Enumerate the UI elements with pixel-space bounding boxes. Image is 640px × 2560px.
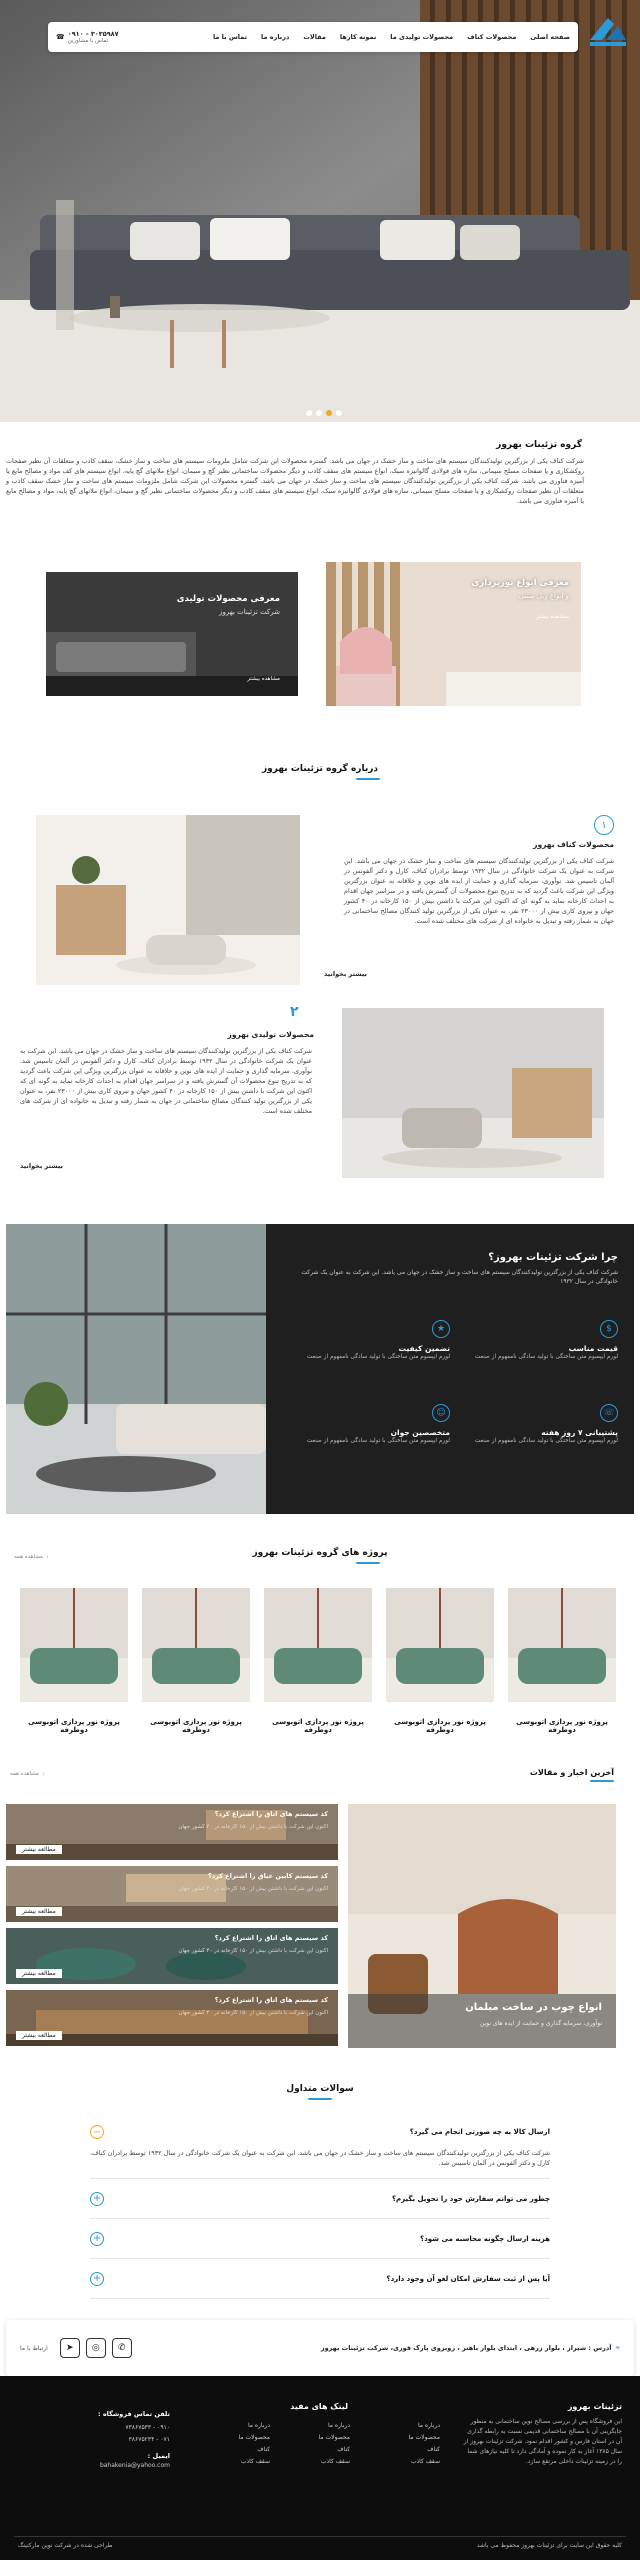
- news-item-title: کد سیستم های اتاق را اشتراع کرد؟: [214, 1934, 328, 1942]
- feature-support-title: پشتیبانی ۷ روز هفته: [541, 1428, 618, 1437]
- footer-link[interactable]: محصولات ما: [408, 2434, 440, 2441]
- news-item-read-more[interactable]: مطالعه بیشتر: [16, 2031, 62, 2040]
- project-card-title: پروژه نور پردازی اتوبوسی دوطرفه: [394, 1718, 486, 1734]
- footer-link[interactable]: کناف: [337, 2446, 350, 2453]
- news-item-desc: اکنون این شرکت با داشتن بیش از ۱۵۰ کارخانه در ۴۰ کشور جهان: [178, 2010, 328, 2016]
- promo-card-lighting[interactable]: [326, 562, 581, 706]
- footer-link[interactable]: سقف کاذب: [320, 2458, 350, 2465]
- about-item-title-1: محصولات کناف بهروز: [533, 840, 614, 849]
- feature-experts: [300, 1404, 450, 1445]
- news-item[interactable]: [6, 1866, 338, 1922]
- projects-view-all-label: مشاهده همه: [14, 1554, 43, 1560]
- contact-label: ارتباط با ما: [20, 2344, 48, 2352]
- footer-col2b: [200, 2420, 270, 2468]
- faq-item[interactable]: [90, 2259, 550, 2299]
- about-item-num-1: ۱: [594, 815, 614, 835]
- faq-title-underline: [308, 2098, 332, 2100]
- news-main-desc: نوآوری، سرمایه گذاری و حمایت از ایده های نوین: [479, 2020, 602, 2027]
- intro-text: شرکت کناف یکی از بزرگترین تولیدکنندگان سیستم های ساخت و ساز خشک در جهان می باشد. گستره محصولات این شرکت شامل ملزومات سیستم های ساخت و ساز خشک، سقف کاذب و متعلقات آن نظیر صفحات روکشکاری و یا صفحات مسلح سیمانی، سازه های فولادی گالوانیزه سبک، انواع سیستم های سقف کاذب و دیگر محصولات ساختمانی نظیر گچ و سیمان، انواع ملاتهای گچ پایه، انواع سیستم های کف مواد و مصالح مایع یا آمیزه فناوری می باشد. شرکت کناف یکی از بزرگترین تولیدکنندگان سیستم های ساخت و ساز خشک در جهان می باشد. گستره محصولات این شرکت شامل ملزومات سیستم های ساخت و ساز خشک سقف کاذب و متعلقات آن نظیر صفحات روکشکاری و یا صفحات مسلح سیمانی، سازه های فولادی گالوانیزه سبک، انواع سیستم های سقف کاذب و دیگر محصولات ساختمانی نظیر گچ و سیمان، انواع ملاتهای گچ پایه، مواد و مصالح مایع یا آمیزه فناوری می باشد.: [6, 457, 584, 505]
- projects-title: پروژه های گروه تزئینات بهروز: [252, 1548, 388, 1558]
- feature-price-title: قیمت مناسب: [568, 1344, 618, 1353]
- projects-title-underline: [356, 1562, 380, 1564]
- faq-title: سوالات متداول: [286, 2084, 354, 2094]
- slider-dots[interactable]: [298, 410, 342, 416]
- location-icon: ⌖: [615, 2343, 620, 2352]
- promo-products-link[interactable]: مشاهده بیشتر: [247, 676, 280, 682]
- address-bar: [6, 2320, 634, 2376]
- project-card-title: پروژه نور پردازی اتوبوسی دوطرفه: [516, 1718, 608, 1734]
- promo-card-products[interactable]: [46, 572, 298, 696]
- footer-about: [462, 2402, 622, 2467]
- minus-icon[interactable]: −: [90, 2125, 104, 2139]
- project-card[interactable]: [142, 1588, 250, 1734]
- slider-dot-active[interactable]: [326, 410, 332, 416]
- chevron-left-icon: ‹: [45, 1553, 49, 1561]
- footer-link[interactable]: درباره ما: [247, 2422, 270, 2429]
- about-item-title-2: محصولات تولیدی بهروز: [227, 1030, 314, 1039]
- why-title: چرا شرکت تزئینات بهروز؟: [488, 1252, 618, 1263]
- users-icon: ☺: [432, 1404, 450, 1422]
- faq-question: ارسال کالا به چه صورتی انجام می گیرد؟: [409, 2128, 550, 2136]
- faq-item-open[interactable]: [90, 2116, 550, 2179]
- footer-phone-1[interactable]: ۰۹۱۰ - ۷۳۸۶۷۵۳۳: [125, 2424, 170, 2431]
- footer-link[interactable]: محصولات ما: [238, 2434, 270, 2441]
- promo-products-title: معرفی محصولات تولیدی: [176, 594, 280, 604]
- hero-banner: [0, 0, 640, 422]
- news-main-title: انواع چوب در ساخت مبلمان: [465, 2002, 602, 2013]
- news-item[interactable]: [6, 1928, 338, 1984]
- project-card-title: پروژه نور پردازی اتوبوسی دوطرفه: [150, 1718, 242, 1734]
- footer-email-title: ایمیل :: [147, 2452, 170, 2460]
- feature-quality-desc: لورم ایپسوم متن ساختگی با تولید سادگی نامفهوم از صنعت: [306, 1354, 450, 1360]
- nav-our-products[interactable]: محصولات تولیدی ما: [390, 33, 454, 41]
- nav-contact[interactable]: تماس با ما: [212, 33, 248, 41]
- feature-quality: [300, 1320, 450, 1361]
- news-item-desc: اکنون این شرکت با داشتن بیش از ۱۵۰ کارخانه در ۴۰ کشور جهان: [178, 1886, 328, 1892]
- about-image-2: [342, 1008, 604, 1178]
- about-title-underline: [356, 778, 380, 780]
- nav-articles[interactable]: مقالات: [303, 33, 326, 41]
- whatsapp-icon[interactable]: ✆: [112, 2338, 132, 2358]
- feature-quality-title: تضمین کیفیت: [398, 1344, 450, 1353]
- phone-icon: ☎: [56, 33, 65, 41]
- project-card[interactable]: [386, 1588, 494, 1734]
- news-view-all-label: مشاهده همه: [10, 1771, 39, 1777]
- faq-answer: شرکت کناف یکی از بزرگترین تولیدکنندگان سیستم های ساخت و ساز خشک در جهان می باشد. این شرکت به عنوان یک شرکت خانوادگی در سال ۱۹۳۲ توسط برادران کناف، کارل و دکتر آلفونس در آلمان تاسیس شد.: [90, 2149, 550, 2167]
- faq-item[interactable]: [90, 2179, 550, 2219]
- header-bar: [48, 22, 578, 52]
- faq-question: چطور می توانم سفارش خود را تحویل بگیرم؟: [391, 2194, 550, 2203]
- project-card[interactable]: [264, 1588, 372, 1734]
- news-item[interactable]: [6, 1804, 338, 1860]
- intro-title: گروه تزئینات بهروز: [496, 440, 582, 450]
- footer-divider: [14, 2536, 626, 2537]
- instagram-icon[interactable]: ◎: [86, 2338, 106, 2358]
- plus-icon[interactable]: +: [90, 2272, 104, 2286]
- footer-phone-2[interactable]: ۰۷۱ - ۳۸۶۷۵۲۳۴: [128, 2436, 170, 2443]
- news-item-desc: اکنون این شرکت با داشتن بیش از ۱۵۰ کارخانه در ۴۰ کشور جهان: [178, 1824, 328, 1830]
- main-nav: [213, 33, 570, 41]
- footer-copyright: کلیه حقوق این سایت برای تزئینات بهروز محفوظ می باشد: [476, 2542, 622, 2549]
- feature-support-desc: لورم ایپسوم متن ساختگی با تولید سادگی نامفهوم از صنعت: [474, 1438, 618, 1444]
- support-icon: ☏: [600, 1404, 618, 1422]
- footer-link[interactable]: کناف: [257, 2446, 270, 2453]
- about-title: درباره گروه تزئینات بهروز: [261, 764, 378, 774]
- footer-link[interactable]: درباره ما: [327, 2422, 350, 2429]
- feature-price: [468, 1320, 618, 1361]
- feature-support: [468, 1404, 618, 1445]
- nav-home[interactable]: صفحه اصلی: [530, 33, 570, 41]
- promo-lighting-link[interactable]: مشاهده بیشتر: [536, 614, 569, 620]
- about-item-num-2: ۲: [290, 1004, 299, 1020]
- header-phone: ۰۹۱۰ - ۳۰۳۵۹۸۷: [67, 30, 119, 38]
- news-item[interactable]: [6, 1990, 338, 2046]
- chevron-left-icon: ‹: [41, 1770, 45, 1778]
- plus-icon[interactable]: +: [90, 2192, 104, 2206]
- project-card-title: پروژه نور پردازی اتوبوسی دوطرفه: [272, 1718, 364, 1734]
- tag-icon: $: [600, 1320, 618, 1338]
- faq-question: آیا پس از ثبت سفارش امکان لغو آن وجود دارد؟: [386, 2274, 550, 2283]
- promo-lighting-sub: و انواع ریل سنتی: [518, 592, 569, 600]
- footer-contact: [20, 2410, 170, 2472]
- footer-link[interactable]: سقف کاذب: [240, 2458, 270, 2465]
- header-contact[interactable]: [56, 30, 119, 44]
- why-image: [6, 1224, 266, 1514]
- nav-knauf-products[interactable]: محصولات کناف: [467, 33, 517, 41]
- footer-links-title: لینک های مفید: [290, 2402, 348, 2411]
- about-item-more-2[interactable]: بیشتر بخوانید: [20, 1162, 63, 1170]
- footer-col1: [370, 2420, 440, 2468]
- footer-about-title: تزئینات بهروز: [567, 2402, 622, 2411]
- news-title: آخرین اخبار و مقالات: [529, 1768, 614, 1777]
- faq-item[interactable]: [90, 2219, 550, 2259]
- news-item-read-more[interactable]: مطالعه بیشتر: [16, 1845, 62, 1854]
- about-item-more-1[interactable]: بیشتر بخوانید: [324, 970, 367, 978]
- footer-about-text: این فروشگاه پس از بررسی مصالح نوین ساختمانی به منظور جایگزینی آن با مصالح ساختمانی قدیمی نسبت به رابطه گذاری آن در استان فارس و کشور اقدام نمود. شرکت تزئینات بهروز از سال ۱۳۸۵ آغاز به کار نموده و آمادگی دارد تا کلیه نیازهای شما را در زمینه تزئینات داخلی مرتفع سازد.: [463, 2418, 622, 2465]
- news-item-read-more[interactable]: مطالعه بیشتر: [16, 1907, 62, 1916]
- feature-price-desc: لورم ایپسوم متن ساختگی با تولید سادگی نامفهوم از صنعت: [474, 1354, 618, 1360]
- feature-experts-title: متخصصین جوان: [390, 1428, 450, 1437]
- plus-icon[interactable]: +: [90, 2232, 104, 2246]
- slider-dot[interactable]: [306, 410, 312, 416]
- news-item-read-more[interactable]: مطالعه بیشتر: [16, 1969, 62, 1978]
- project-card[interactable]: [508, 1588, 616, 1734]
- news-view-all[interactable]: [10, 1770, 45, 1778]
- project-card-title: پروژه نور پردازی اتوبوسی دوطرفه: [28, 1718, 120, 1734]
- projects-view-all[interactable]: [14, 1553, 49, 1561]
- slider-dot[interactable]: [336, 410, 342, 416]
- promo-lighting-title: معرفی انواع نورپردازی: [471, 578, 569, 588]
- projects-carousel: [20, 1588, 616, 1734]
- footer-email[interactable]: bahakenia@yahoo.com: [99, 2462, 170, 2469]
- faq-question: هزینه ارسال چگونه محاسبه می شود؟: [420, 2234, 550, 2243]
- news-main-card[interactable]: [348, 1804, 616, 2048]
- news-list: [6, 1804, 338, 2048]
- about-item-text-2: شرکت کناف یکی از بزرگترین تولیدکنندگان سیستم های ساخت و ساز خشک در جهان می باشد. این شرکت به عنوان یک شرکت خانوادگی در سال ۱۹۳۲ توسط برادران کناف، کارل و دکتر آلفونس در آلمان تاسیس شد. نوآوری، سرمایه گذاری و حمایت از ایده های نوین و خلاقانه به عنوان بزرگترین ویژگی این شرکت باعث گردید که به تدریج تنوع محصولات آن گسترش یافته و در سراسر جهان اقدام به احداث کارخانه نماید به گونه ای که اکنون این شرکت با داشتن بیش از ۱۵۰ کارخانه در ۴۰ کشور جهان و نیروی کاری بیش از ۲۳۰۰۰ نفر، به عنوان یکی از بزرگترین تولید کنندگان مصالح ساختمانی در جهان به شمار رفته و تبدیل به خانواده ای از شرکت های مختلف شده است.: [20, 1047, 312, 1115]
- about-image-1: [36, 815, 300, 985]
- news-item-title: کد سیستم های اتاق را اشتراع کرد؟: [214, 1810, 328, 1818]
- footer-phones-title: تلفن تماس فروشگاه :: [97, 2410, 170, 2418]
- footer-col2a: [280, 2420, 350, 2468]
- why-text: شرکت کناف یکی از بزرگترین تولیدکنندگان سیستم های ساخت و ساز خشک در جهان می باشد. این شرکت به عنوان یک شرکت خانوادگی در سال ۱۹۳۲: [301, 1269, 618, 1285]
- about-item-text-1: شرکت کناف یکی از بزرگترین تولیدکنندگان سیستم های ساخت و ساز خشک در جهان می باشد. این شرکت به عنوان یک شرکت خانوادگی در سال ۱۹۳۲ توسط برادران کناف، کارل و دکتر آلفونس در آلمان تاسیس شد. نوآوری، سرمایه گذاری و حمایت از ایده های نوین و خلاقانه به عنوان بزرگترین ویژگی این شرکت باعث گردید که به تدریج تنوع محصولات آن گسترش یافته و در سراسر جهان اقدام به احداث کارخانه نماید به گونه ای که اکنون این شرکت با داشتن بیش از ۱۵۰ کارخانه در ۴۰ کشور جهان و نیروی کاری بیش از ۲۳۰۰۰ نفر، به عنوان یکی از بزرگترین تولید کنندگان مصالح ساختمانی در جهان به شمار رفته و تبدیل به خانواده ای از شرکت های مختلف شده است.: [344, 857, 614, 925]
- news-item-title: کد سیستم کابین عیاق را اشتراع کرد؟: [208, 1872, 328, 1880]
- slider-dot[interactable]: [316, 410, 322, 416]
- medal-icon: ★: [432, 1320, 450, 1338]
- footer-link[interactable]: درباره ما: [417, 2422, 440, 2429]
- project-card[interactable]: [20, 1588, 128, 1734]
- nav-about[interactable]: درباره ما: [261, 33, 290, 41]
- logo[interactable]: [584, 10, 632, 52]
- nav-portfolio[interactable]: نمونه کارها: [339, 33, 377, 41]
- faq-list: [90, 2116, 550, 2299]
- footer-link[interactable]: کناف: [427, 2446, 440, 2453]
- header-contact-caption: تماس با مشاورین: [67, 38, 109, 44]
- footer-designer: طراحی شده در شرکت نوین مارکتینگ: [18, 2542, 113, 2549]
- news-item-desc: اکنون این شرکت با داشتن بیش از ۱۵۰ کارخانه در ۴۰ کشور جهان: [178, 1948, 328, 1954]
- footer-link[interactable]: محصولات ما: [318, 2434, 350, 2441]
- promo-products-sub: شرکت تزئینات بهروز: [219, 608, 280, 616]
- news-title-underline: [590, 1780, 614, 1782]
- address-text: آدرس : شیراز ، بلوار زرهی ، ابتدای بلوار باهنر ، روبروی پارک قوری، شرکت تزئینات بهروز: [320, 2344, 612, 2352]
- news-item-title: کد سیستم های اتاق را اشتراع کرد؟: [214, 1996, 328, 2004]
- feature-experts-desc: لورم ایپسوم متن ساختگی با تولید سادگی نامفهوم از صنعت: [306, 1438, 450, 1444]
- footer-link[interactable]: سقف کاذب: [410, 2458, 440, 2465]
- telegram-icon[interactable]: ➤: [60, 2338, 80, 2358]
